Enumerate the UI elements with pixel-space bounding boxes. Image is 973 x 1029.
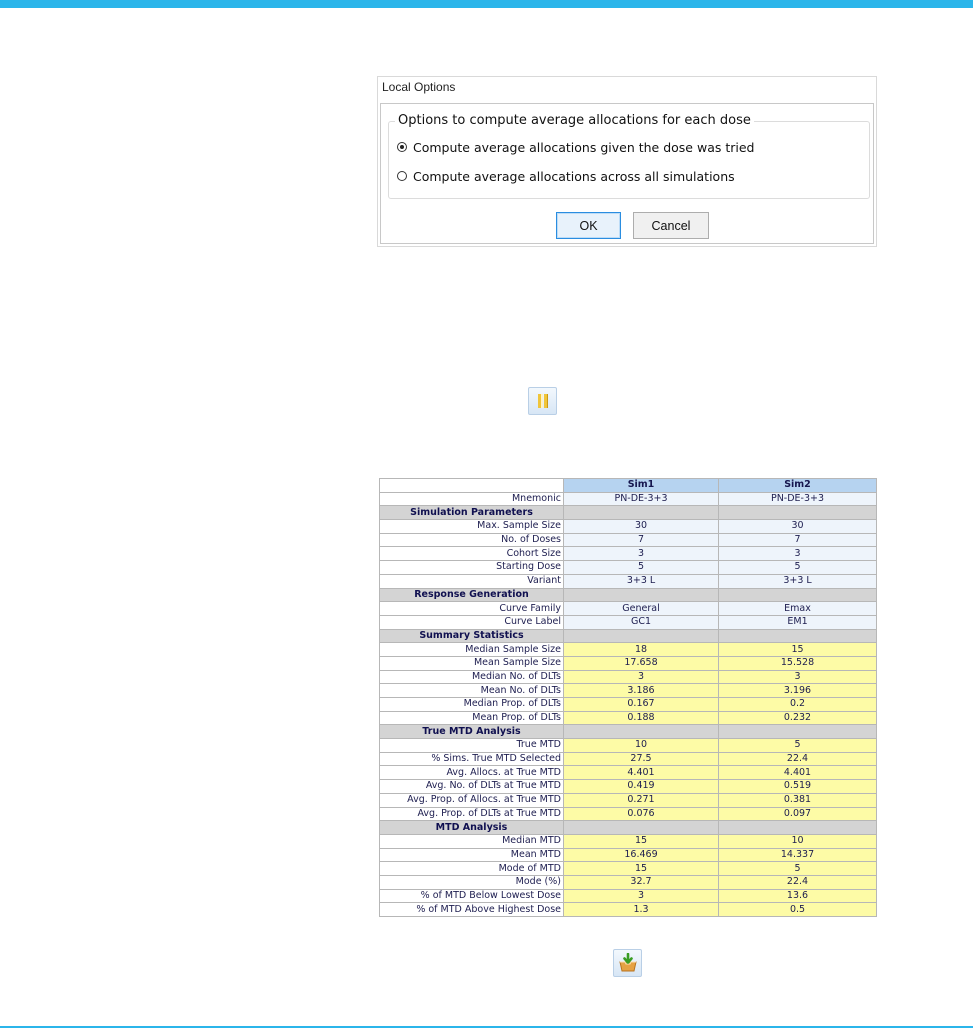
table-row — [380, 547, 877, 561]
cell-sim2: 5 — [719, 739, 877, 753]
row-label: Avg. Prop. of DLTs at True MTD — [380, 807, 564, 821]
row-label: Max. Sample Size — [380, 520, 564, 534]
cell-sim1: 18 — [564, 643, 719, 657]
cell-sim2: 5 — [719, 862, 877, 876]
section-heading: Simulation Parameters — [380, 506, 564, 520]
table-row — [380, 492, 877, 506]
cell-sim1: 3+3 L — [564, 574, 719, 588]
cell-sim1: 30 — [564, 520, 719, 534]
cell-sim2 — [719, 821, 877, 835]
table-row — [380, 602, 877, 616]
row-label: Median MTD — [380, 834, 564, 848]
table-header-row — [380, 479, 877, 493]
allocation-options-group — [388, 113, 870, 199]
cell-sim1: 3 — [564, 670, 719, 684]
row-label: Mode of MTD — [380, 862, 564, 876]
cell-sim1: 3 — [564, 889, 719, 903]
cell-sim2: 0.097 — [719, 807, 877, 821]
cell-sim2: 13.6 — [719, 889, 877, 903]
cell-sim1: 0.188 — [564, 711, 719, 725]
simulation-results-table — [379, 478, 877, 917]
cell-sim1: PN-DE-3+3 — [564, 492, 719, 506]
radio-label-all-simulations: Compute average allocations across all simulations — [413, 168, 735, 184]
cell-sim2: 5 — [719, 561, 877, 575]
table-row — [380, 848, 877, 862]
column-header-sim1[interactable]: Sim1 — [564, 479, 719, 493]
cell-sim1: 0.271 — [564, 793, 719, 807]
cell-sim2: 0.5 — [719, 903, 877, 917]
table-row — [380, 903, 877, 917]
table-corner-cell — [380, 479, 564, 493]
row-label: % Sims. True MTD Selected — [380, 752, 564, 766]
cell-sim1: 0.419 — [564, 780, 719, 794]
cell-sim1 — [564, 629, 719, 643]
table-row — [380, 643, 877, 657]
ok-button[interactable]: OK — [556, 212, 621, 239]
cell-sim2: 4.401 — [719, 766, 877, 780]
cell-sim2: 3 — [719, 670, 877, 684]
row-label: % of MTD Below Lowest Dose — [380, 889, 564, 903]
radio-unchecked-icon[interactable] — [397, 171, 407, 181]
row-label: Avg. No. of DLTs at True MTD — [380, 780, 564, 794]
row-label: Mean Prop. of DLTs — [380, 711, 564, 725]
cell-sim2 — [719, 588, 877, 602]
row-label: Curve Family — [380, 602, 564, 616]
section-heading: MTD Analysis — [380, 821, 564, 835]
cell-sim1: 3 — [564, 547, 719, 561]
row-label: Median No. of DLTs — [380, 670, 564, 684]
row-label: Cohort Size — [380, 547, 564, 561]
table-row — [380, 862, 877, 876]
cell-sim1: 15 — [564, 862, 719, 876]
cell-sim2: Emax — [719, 602, 877, 616]
cell-sim2: 15.528 — [719, 656, 877, 670]
cell-sim1 — [564, 588, 719, 602]
cell-sim1: 16.469 — [564, 848, 719, 862]
bottom-accent-line — [0, 1026, 973, 1028]
cell-sim2: 30 — [719, 520, 877, 534]
table-row — [380, 793, 877, 807]
cell-sim2: 0.2 — [719, 698, 877, 712]
table-row — [380, 615, 877, 629]
table-section-row — [380, 588, 877, 602]
section-heading: Response Generation — [380, 588, 564, 602]
table-section-row — [380, 821, 877, 835]
table-row — [380, 533, 877, 547]
table-row — [380, 698, 877, 712]
cell-sim1: 7 — [564, 533, 719, 547]
cell-sim1 — [564, 821, 719, 835]
cell-sim2: PN-DE-3+3 — [719, 492, 877, 506]
cell-sim2: 3+3 L — [719, 574, 877, 588]
table-row — [380, 684, 877, 698]
section-heading: Summary Statistics — [380, 629, 564, 643]
cell-sim2: 0.381 — [719, 793, 877, 807]
table-row — [380, 752, 877, 766]
dialog-body — [380, 103, 874, 244]
cell-sim1: 4.401 — [564, 766, 719, 780]
cell-sim1: 0.076 — [564, 807, 719, 821]
row-label: No. of Doses — [380, 533, 564, 547]
cell-sim1: 27.5 — [564, 752, 719, 766]
export-download-icon[interactable] — [613, 949, 642, 977]
table-section-row — [380, 725, 877, 739]
row-label: Mode (%) — [380, 875, 564, 889]
table-section-row — [380, 506, 877, 520]
cell-sim2: 22.4 — [719, 875, 877, 889]
cell-sim2: 14.337 — [719, 848, 877, 862]
radio-dose-tried[interactable] — [397, 139, 754, 155]
table-row — [380, 834, 877, 848]
row-label: True MTD — [380, 739, 564, 753]
bars-chart-icon[interactable] — [528, 387, 557, 415]
section-heading: True MTD Analysis — [380, 725, 564, 739]
cell-sim1: 17.658 — [564, 656, 719, 670]
radio-label-dose-tried: Compute average allocations given the dose was tried — [413, 139, 755, 155]
row-label: Avg. Allocs. at True MTD — [380, 766, 564, 780]
row-label: Mean Sample Size — [380, 656, 564, 670]
cell-sim2: 22.4 — [719, 752, 877, 766]
cell-sim2: EM1 — [719, 615, 877, 629]
cell-sim1: 10 — [564, 739, 719, 753]
cell-sim1 — [564, 725, 719, 739]
cell-sim2: 3 — [719, 547, 877, 561]
row-label: Mean No. of DLTs — [380, 684, 564, 698]
cell-sim1: 3.186 — [564, 684, 719, 698]
cell-sim2 — [719, 506, 877, 520]
table-row — [380, 561, 877, 575]
row-label: Avg. Prop. of Allocs. at True MTD — [380, 793, 564, 807]
cell-sim2: 3.196 — [719, 684, 877, 698]
export-download-icon-glyph — [618, 953, 638, 973]
row-label: Variant — [380, 574, 564, 588]
radio-checked-icon[interactable] — [397, 142, 407, 152]
row-label: Starting Dose — [380, 561, 564, 575]
row-label: Curve Label — [380, 615, 564, 629]
table-row — [380, 889, 877, 903]
cell-sim2: 10 — [719, 834, 877, 848]
table-row — [380, 670, 877, 684]
table-row — [380, 766, 877, 780]
table-body — [380, 492, 877, 916]
dialog-title: Local Options — [382, 80, 456, 94]
cell-sim1: 32.7 — [564, 875, 719, 889]
table-row — [380, 520, 877, 534]
cell-sim1: GC1 — [564, 615, 719, 629]
radio-all-simulations[interactable] — [397, 168, 735, 184]
row-label: Mean MTD — [380, 848, 564, 862]
cancel-button[interactable]: Cancel — [633, 212, 709, 239]
table-row — [380, 780, 877, 794]
row-label: % of MTD Above Highest Dose — [380, 903, 564, 917]
cell-sim2: 15 — [719, 643, 877, 657]
row-label: Median Sample Size — [380, 643, 564, 657]
table-section-row — [380, 629, 877, 643]
cell-sim2 — [719, 725, 877, 739]
table-row — [380, 574, 877, 588]
top-accent-bar — [0, 0, 973, 8]
table-row — [380, 739, 877, 753]
table-row — [380, 711, 877, 725]
row-label: Median Prop. of DLTs — [380, 698, 564, 712]
cell-sim1: 15 — [564, 834, 719, 848]
cell-sim2: 0.232 — [719, 711, 877, 725]
local-options-dialog — [377, 76, 877, 247]
cell-sim1: 0.167 — [564, 698, 719, 712]
cell-sim2 — [719, 629, 877, 643]
group-label: Options to compute average allocations for each dose — [395, 113, 754, 128]
table-row — [380, 807, 877, 821]
column-header-sim2[interactable]: Sim2 — [719, 479, 877, 493]
cell-sim1: 1.3 — [564, 903, 719, 917]
cell-sim2: 0.519 — [719, 780, 877, 794]
row-label: Mnemonic — [380, 492, 564, 506]
table-row — [380, 875, 877, 889]
cell-sim1 — [564, 506, 719, 520]
table-row — [380, 656, 877, 670]
bars-chart-icon-glyph — [534, 392, 552, 410]
cell-sim2: 7 — [719, 533, 877, 547]
cell-sim1: 5 — [564, 561, 719, 575]
cell-sim1: General — [564, 602, 719, 616]
